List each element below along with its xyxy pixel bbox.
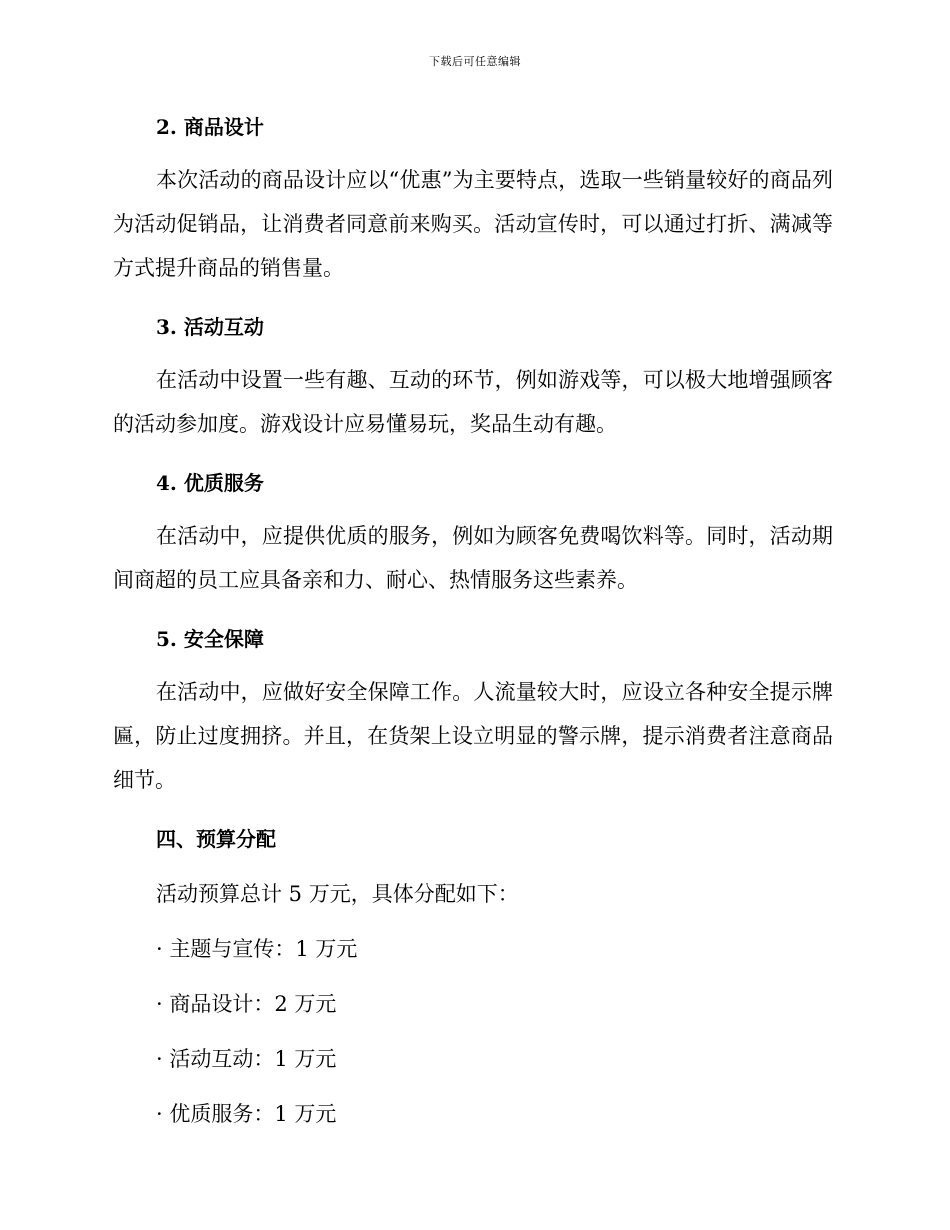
page-header: 下载后可任意编辑	[429, 55, 521, 68]
budget-intro: 活动预算总计 5 万元，具体分配如下：	[156, 882, 519, 906]
section-quality-service	[113, 466, 833, 602]
section-activity-interaction	[113, 310, 833, 446]
budget-item: · 商品设计：2 万元	[156, 992, 337, 1016]
section-heading: 2. 商品设计	[156, 115, 264, 139]
document-body	[113, 110, 833, 1131]
section-budget	[113, 822, 833, 1131]
budget-item: · 优质服务：1 万元	[156, 1102, 337, 1126]
section-safety	[113, 622, 833, 802]
section-product-design	[113, 110, 833, 290]
section-heading: 3. 活动互动	[156, 315, 264, 339]
section-paragraph: 在活动中，应做好安全保障工作。人流量较大时，应设立各种安全提示牌匾，防止过度拥挤。并且，在货架上设立明显的警示牌，提示消费者注意商品细节。	[113, 680, 833, 792]
section-paragraph: 在活动中设置一些有趣、互动的环节，例如游戏等，可以极大地增强顾客的活动参加度。游戏设计应易懂易玩，奖品生动有趣。	[113, 368, 833, 436]
budget-heading: 四、预算分配	[156, 827, 276, 851]
section-heading: 5. 安全保障	[156, 627, 264, 651]
budget-item: · 活动互动：1 万元	[156, 1047, 337, 1071]
budget-item: · 主题与宣传：1 万元	[156, 937, 358, 961]
section-paragraph: 在活动中，应提供优质的服务，例如为顾客免费喝饮料等。同时，活动期间商超的员工应具备亲和力、耐心、热情服务这些素养。	[113, 524, 833, 592]
section-paragraph: 本次活动的商品设计应以“优惠”为主要特点，选取一些销量较好的商品列为活动促销品，让消费者同意前来购买。活动宣传时，可以通过打折、满减等方式提升商品的销售量。	[113, 168, 833, 280]
section-heading: 4. 优质服务	[156, 471, 264, 495]
